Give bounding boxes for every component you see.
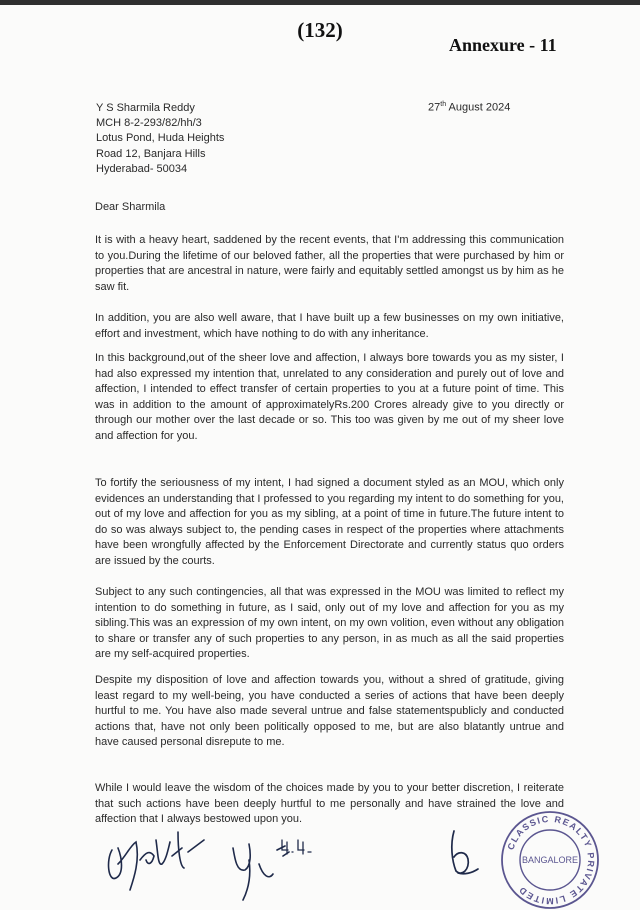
sender-address-line: Hyderabad- 50034 <box>96 162 188 175</box>
date-rest: August 2024 <box>446 101 511 114</box>
salutation: Dear Sharmila <box>95 201 166 213</box>
letter-date <box>428 101 510 114</box>
paragraph: In addition, you are also well aware, that I have built up a few businesses on my own initiative, effort and investment, which have nothing to do with any inheritance. <box>95 312 564 340</box>
paragraph: It is with a heavy heart, saddened by the recent events, that I'm addressing this communication to you.During the lifetime of our beloved father, all the properties that were purchased by him or properties that are ancestral in nature, were fairly and equitably settled amongst us by him as he saw fit. <box>95 234 564 293</box>
sender-address-line: Road 12, Banjara Hills <box>96 147 206 160</box>
paragraph: While I would leave the wisdom of the choices made by you to your better discretion, I reiterate that such actions have been deeply hurtful to me personally and have strained the love and affection that I always bestowed upon you. <box>95 782 564 825</box>
paragraph: In this background,out of the sheer love and affection, I always bore towards you as my sister, I had also expressed my intention that, unrelated to any consideration and purely out of love and affection, I intended to effect transfer of certain properties to you at a future point of time. This was in addition to the amount of approximatelyRs.200 Crores already give to you directly or through our mother over the last decade or so. This too was given by me out of my sheer love and affection for you. <box>95 352 564 442</box>
paragraph: Despite my disposition of love and affection towards you, without a shred of gratitude, giving least regard to my well-being, you have conducted a series of actions that have been deeply hurtful to me. You have also made several untrue and false statementspublicly and conducted actions that, have not only been politically opposed to me, but are also blatantly untrue and have caused personal disrepute to me. <box>95 674 564 748</box>
paragraph: Subject to any such contingencies, all that was expressed in the MOU was limited to reflect my intention to do something in future, as I said, only out of my love and affection for you as my sibling.This was an expression of my own intent, on my own volition, even without any obligation to share or transfer any of such properties to any person, in as much as all the said properties are my self-acquired properties. <box>95 586 564 660</box>
stamp-city: BANGALORE <box>521 855 579 865</box>
company-stamp <box>498 808 602 912</box>
signature-mark <box>440 825 490 880</box>
handwritten-date-mark <box>278 836 318 858</box>
signature-initials-1 <box>100 820 210 900</box>
sender-name: Y S Sharmila Reddy <box>96 102 195 114</box>
page-number: (132) <box>297 18 343 42</box>
date-day: 27 <box>428 101 441 114</box>
sender-address <box>96 101 224 177</box>
sender-address-line: MCH 8-2-293/82/hh/3 <box>96 117 202 130</box>
annexure-label: Annexure - 11 <box>449 35 557 55</box>
sender-address-line: Lotus Pond, Huda Heights <box>96 132 225 145</box>
date-suffix: th <box>440 101 447 108</box>
stamp-company-name: CLASSIC REALTY PRIVATE LIMITED <box>505 813 597 907</box>
paragraph: To fortify the seriousness of my intent, I had signed a document styled as an MOU, which only evidences an understanding that I professed to you regarding my intent to do something for you, out of my love and affection for you as my sibling, at a point of time in future.The future intent to do so was always subject to, the pending cases in respect of the properties where attachments have been wrongfully affected by the Enforcement Directorate and currently status quo orders are issued by the courts. <box>95 477 564 567</box>
